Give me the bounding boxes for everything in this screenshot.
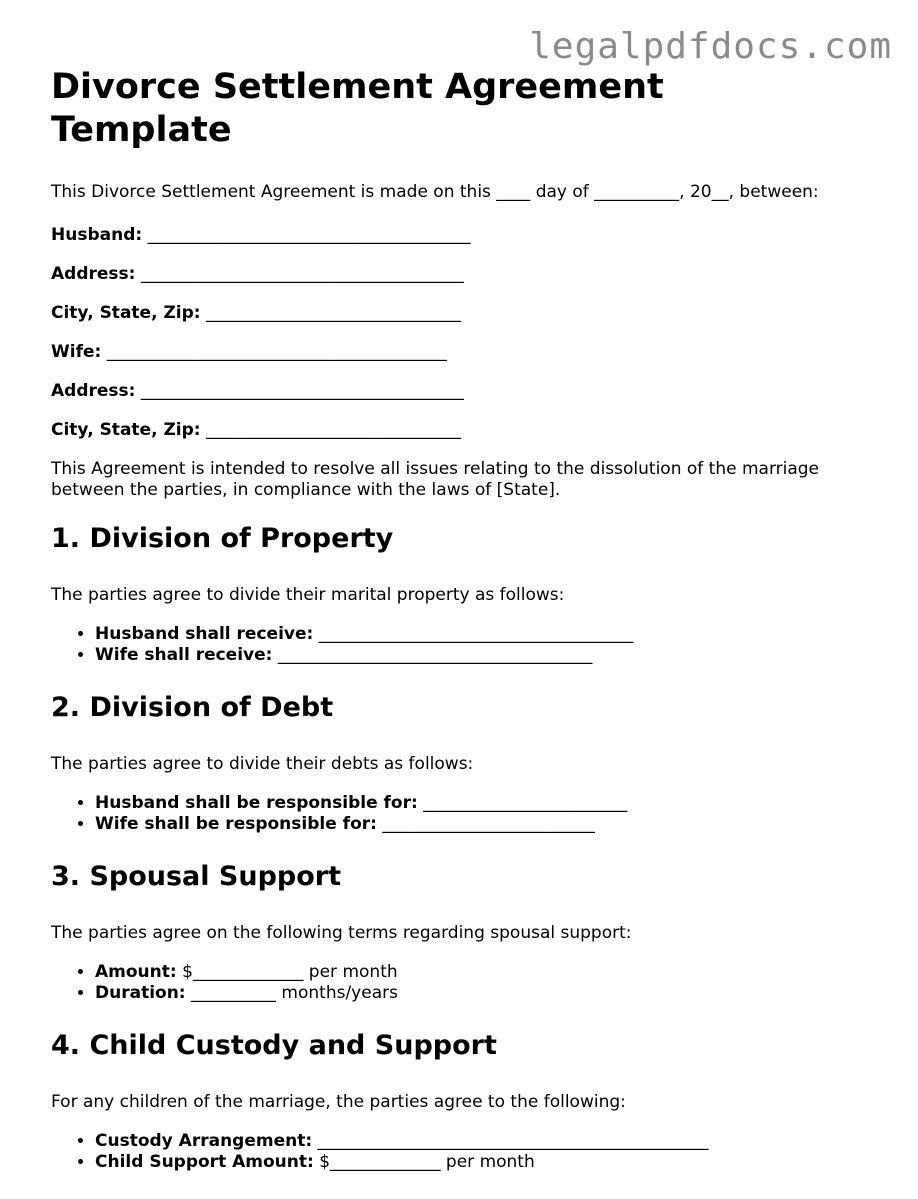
item-label: Duration:: [95, 983, 186, 1003]
item-label: Child Support Amount:: [95, 1152, 314, 1172]
field-blank: ______________________________: [205, 303, 461, 323]
item-rest: $_____________ per month: [313, 1152, 535, 1172]
item-rest: _________________________: [376, 814, 595, 834]
section-heading-debt: 2. Division of Debt: [51, 692, 334, 723]
list-item: [95, 793, 871, 814]
item-label: Amount:: [95, 962, 177, 982]
item-rest: ______________________________________________: [312, 1131, 709, 1151]
field-blank: ______________________________: [205, 420, 461, 440]
field-label: Husband:: [51, 225, 143, 245]
item-label: Custody Arrangement:: [95, 1131, 313, 1151]
list-item: [95, 814, 871, 835]
item-label: Wife shall receive:: [95, 645, 273, 665]
watermark: legalpdfdocs.com: [529, 26, 892, 67]
field-blank: ______________________________________: [140, 264, 464, 284]
item-label: Husband shall be responsible for:: [95, 793, 418, 813]
item-rest: $_____________ per month: [176, 962, 398, 982]
field-label: Address:: [51, 381, 136, 401]
wife-city-field: [51, 420, 871, 441]
section-text-debt: The parties agree to divide their debts as follows:: [51, 754, 474, 774]
intro-paragraph: This Divorce Settlement Agreement is made on this ____ day of __________, 20__, between:: [51, 182, 819, 202]
section-heading-property: 1. Division of Property: [51, 523, 394, 554]
field-blank: ________________________________________: [106, 342, 447, 362]
field-label: Wife:: [51, 342, 102, 362]
husband-address-field: [51, 264, 871, 285]
item-rest: _____________________________________: [313, 624, 634, 644]
field-blank: ______________________________________: [140, 381, 464, 401]
document-page: [51, 66, 871, 1199]
purpose-paragraph: This Agreement is intended to resolve all issues relating to the dissolution of the marriage between the parties, in compliance with the laws of [State].: [51, 459, 820, 500]
section-heading-spousal-support: 3. Spousal Support: [51, 861, 342, 892]
document-title: Divorce Settlement Agreement Template: [51, 67, 664, 150]
husband-city-field: [51, 303, 871, 324]
list-item: [95, 645, 871, 666]
section-text-property: The parties agree to divide their marital property as follows:: [51, 585, 565, 605]
list-item: [95, 983, 871, 1004]
wife-address-field: [51, 381, 871, 402]
item-rest: __________ months/years: [185, 983, 398, 1003]
field-label: Address:: [51, 264, 136, 284]
field-blank: ______________________________________: [147, 225, 471, 245]
property-list: [51, 624, 871, 666]
section-text-child-custody: For any children of the marriage, the parties agree to the following:: [51, 1092, 626, 1112]
list-item: [95, 962, 871, 983]
child-custody-list: [51, 1131, 871, 1173]
field-label: City, State, Zip:: [51, 420, 201, 440]
item-label: Husband shall receive:: [95, 624, 314, 644]
item-rest: ________________________: [417, 793, 628, 813]
list-item: [95, 624, 871, 645]
section-heading-child-custody: 4. Child Custody and Support: [51, 1030, 497, 1061]
item-rest: _____________________________________: [272, 645, 593, 665]
husband-name-field: [51, 225, 871, 246]
wife-name-field: [51, 342, 871, 363]
list-item: [95, 1131, 871, 1152]
section-text-spousal-support: The parties agree on the following terms regarding spousal support:: [51, 923, 632, 943]
debt-list: [51, 793, 871, 835]
field-label: City, State, Zip:: [51, 303, 201, 323]
item-label: Wife shall be responsible for:: [95, 814, 377, 834]
list-item: [95, 1152, 871, 1173]
spousal-support-list: [51, 962, 871, 1004]
